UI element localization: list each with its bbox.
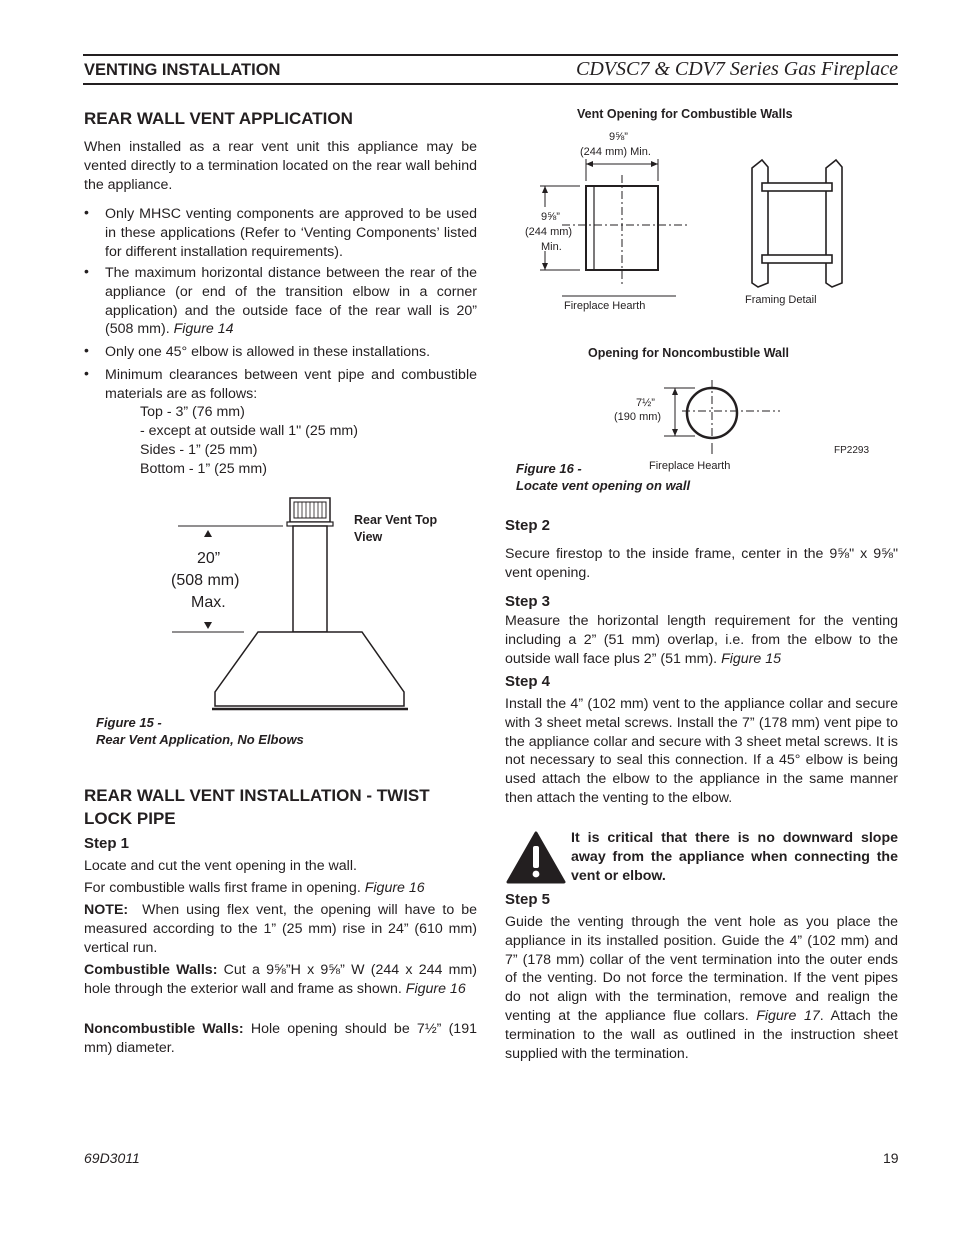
fig16-noncombustible-diagram [660,378,790,458]
note-paragraph: NOTE: When using flex vent, the opening will have to be measured according to the 1” (25 mm) rise in 24” (610 mm) vertical run. [84,902,477,956]
fig16-width-mm: (244 mm) Min. [580,146,651,158]
footer-page-number: 19 [883,1150,899,1166]
header-product-title: CDVSC7 & CDV7 Series Gas Fireplace [575,58,898,80]
rear-wall-vent-heading: REAR WALL VENT APPLICATION [84,109,353,128]
figure-16-ref: Figure 16 [364,880,425,896]
bullet-dot: • [84,263,89,279]
fig16-height-value: 9⅝” [541,211,560,223]
fig16-width-value: 9⅝” [609,131,628,143]
fig16-code: FP2293 [834,445,870,456]
noncombustible-walls-paragraph: Noncombustible Walls: Hole opening should be 7½” (191 mm) diameter. [84,1021,477,1056]
step-2-text: Secure firestop to the inside frame, center in the 9⅝" x 9⅝" vent opening. [505,546,898,581]
figure-16-ref: Figure 16 [405,980,466,997]
figure-14-ref: Figure 14 [173,321,234,338]
fig15-dim-max: Max. [191,594,226,611]
footer-doc-number: 69D3011 [84,1150,140,1166]
fig16-hearth-label-1: Fireplace Hearth [564,300,646,312]
bullet-clearances: Minimum clearances between vent pipe and combustible materials are as follows: [105,367,477,402]
fig16-noncombustible-title: Opening for Noncombustible Wall [588,346,789,360]
fig15-caption-title: Rear Vent Application, No Elbows [96,732,304,747]
fig15-caption-number: Figure 15 - [96,715,162,730]
step-4-heading: Step 4 [505,673,551,690]
header-top-rule [83,54,898,56]
header-section-title: VENTING INSTALLATION [84,61,281,79]
fig15-dim-508mm: (508 mm) [171,572,240,589]
header-bottom-rule [83,83,898,85]
step-1-text: Locate and cut the vent opening in the wall. [84,858,357,874]
fig16-diameter-mm: (190 mm) [614,411,662,423]
fig16-caption-title: Locate vent opening on wall [516,478,691,493]
fig16-framing-detail-label: Framing Detail [745,294,817,306]
clearance-bottom: Bottom - 1” (25 mm) [140,461,267,477]
step-4-text: Install the 4” (102 mm) vent to the appliance collar and secure with 3 sheet metal screws. Install the 7” (178 mm) vent pipe to the appliance collar and secure with 3 sheet metal screws. It is not necessary to seal this connection. If a 45° elbow is being used attach the elbow to the appliance in the same manner then attach the venting to the elbow. [505,696,898,806]
fig16-height-mm: (244 mm) [525,226,573,238]
fig16-combustible-title: Vent Opening for Combustible Walls [577,107,793,121]
step-1-frame-text: For combustible walls first frame in opening. Figure 16 [84,880,425,896]
step-2-heading: Step 2 [505,517,551,534]
step-3-heading: Step 3 [505,593,551,610]
figure-17-ref: Figure 17 [756,1007,820,1024]
warning-icon [505,830,567,885]
fig16-caption-number: Figure 16 - [516,461,582,476]
step-5-heading: Step 5 [505,891,551,908]
fig15-dim-20in: 20” [197,550,221,567]
clearance-top: Top - 3” (76 mm) [140,404,245,420]
bullet-horizontal-distance: The maximum horizontal distance between the rear of the appliance (or end of the transition elbow in a corner application) and the outside face of the rear wall is 20” (508 mm). Figure 14 [105,265,477,338]
step-5-text: Guide the venting through the vent hole as you place the appliance in its installed position. Guide the 4” (102 mm) and 7” (178 mm) collar of the vent termination into the outer ends of the venting. Do not force the termination. If the vent pipes do not align with the termination, remove and realign the venting at the appliance flue collars. Figure 17. Attach the termination to the wall as outlined in the instruction sheet supplied with the termination. [505,914,898,1062]
combustible-walls-paragraph: Combustible Walls: Cut a 9⅝”H x 9⅝” W (244 x 244 mm) hole through the exterior wall and frame as shown. Figure 16 [84,962,477,997]
bullet-one-elbow: Only one 45° elbow is allowed in these installations. [105,344,431,360]
clearance-outside-wall: - except at outside wall 1" (25 mm) [140,423,358,439]
intro-paragraph: When installed as a rear vent unit this appliance may be vented directly to a termination located on the rear wall behind the appliance. [84,139,477,193]
figure-15-ref: Figure 15 [721,650,781,667]
warning-text: It is critical that there is no downward slope away from the appliance when connecting the vent or elbow. [571,830,898,884]
clearance-sides: Sides - 1” (25 mm) [140,442,258,458]
bullet-dot: • [84,204,89,220]
bullet-components: Only MHSC venting components are approved to be used in these applications (Refer to ‘Venting Components’ listed for different installation requirements). [105,206,477,260]
twist-lock-heading: REAR WALL VENT INSTALLATION - TWIST LOCK PIPE [84,786,430,828]
bullet-dot: • [84,342,89,358]
fig16-hearth-label-2: Fireplace Hearth [649,460,731,472]
bullet-dot: • [84,365,89,381]
fig16-height-min: Min. [541,241,562,253]
fig15-rear-vent-top-view-label: Rear Vent Top View [354,513,438,544]
fig16-diameter-value: 7½” [636,397,655,409]
step-3-text: Measure the horizontal length requirement for the venting including a 2” (51 mm) overlap, i.e. from the elbow to the outside wall face plus 2” (51 mm). Figure 15 [505,613,898,667]
step-1-heading: Step 1 [84,835,130,852]
